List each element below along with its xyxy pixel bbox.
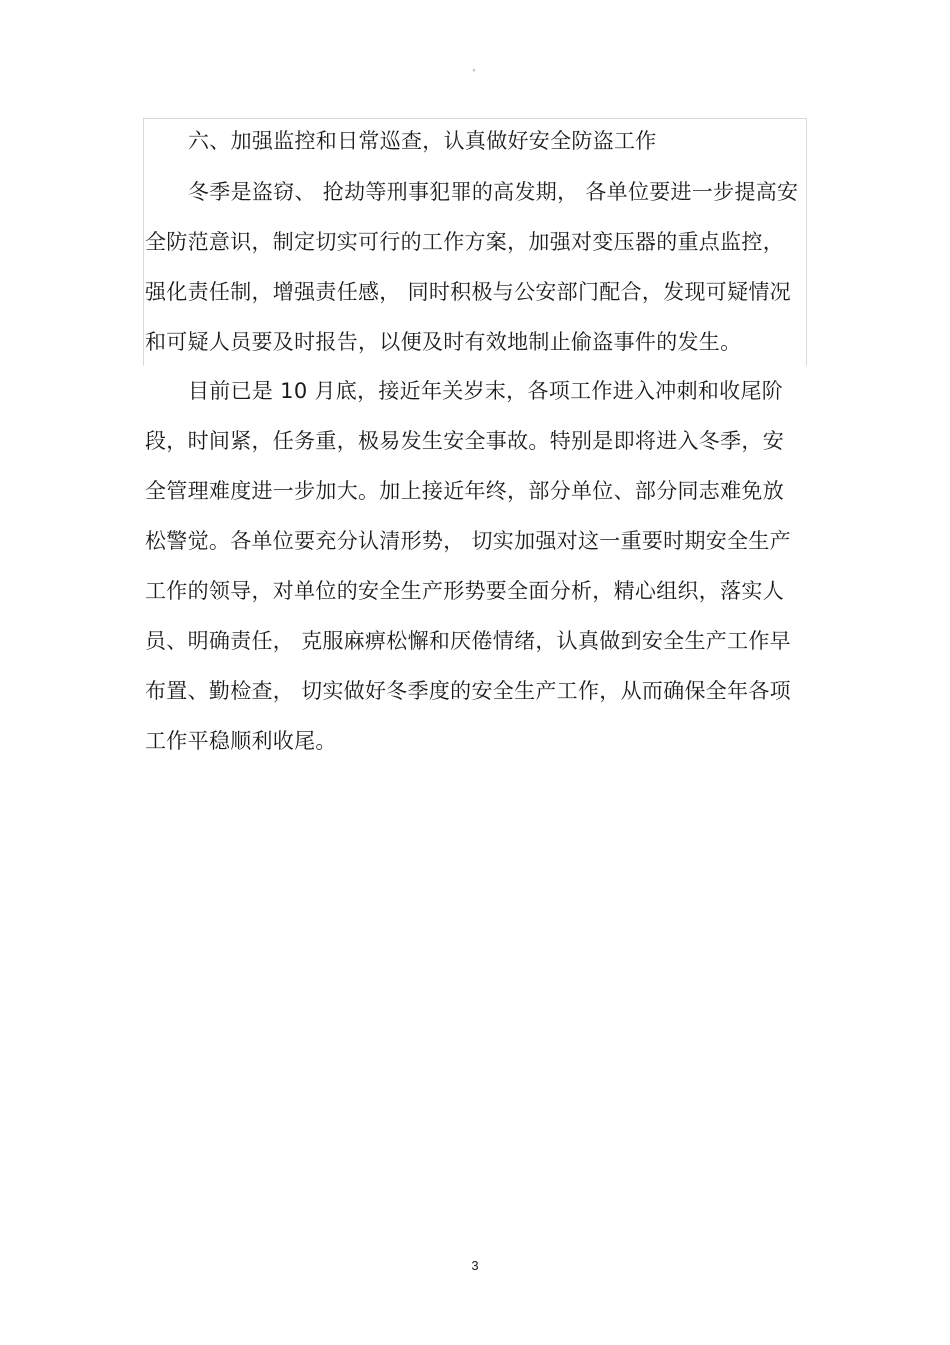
closing-line-2: 段，时间紧，任务重，极易发生安全事故。特别是即将进入冬季，安 [145, 429, 784, 453]
closing-line-8: 工作平稳顺利收尾。 [145, 729, 337, 753]
closing-line-3: 全管理难度进一步加大。加上接近年终，部分单位、部分同志难免放 [145, 479, 784, 503]
section-line-2: 全防范意识，制定切实可行的工作方案，加强对变压器的重点监控， [145, 230, 784, 254]
section-line-3: 强化责任制，增强责任感， 同时积极与公安部门配合，发现可疑情况 [145, 280, 791, 304]
section-heading: 六、加强监控和日常巡查，认真做好安全防盗工作 [188, 129, 657, 153]
section-line-4: 和可疑人员要及时报告，以便及时有效地制止偷盗事件的发生。 [145, 330, 742, 354]
section-line-1: 冬季是盗窃、 抢劫等刑事犯罪的高发期， 各单位要进一步提高安 [188, 180, 799, 204]
header-mark: ° [472, 68, 476, 77]
closing-line-7: 布置、勤检查， 切实做好冬季度的安全生产工作，从而确保全年各项 [145, 679, 791, 703]
closing-line-6: 员、明确责任， 克服麻痹松懈和厌倦情绪，认真做到安全生产工作早 [145, 629, 791, 653]
closing-line-5: 工作的领导，对单位的安全生产形势要全面分析，精心组织，落实人 [145, 579, 784, 603]
closing-line-1: 目前已是 10 月底，接近年关岁末，各项工作进入冲刺和收尾阶 [188, 379, 784, 403]
page-number: 3 [471, 1258, 479, 1273]
closing-line-4: 松警觉。各单位要充分认清形势， 切实加强对这一重要时期安全生产 [145, 529, 791, 553]
